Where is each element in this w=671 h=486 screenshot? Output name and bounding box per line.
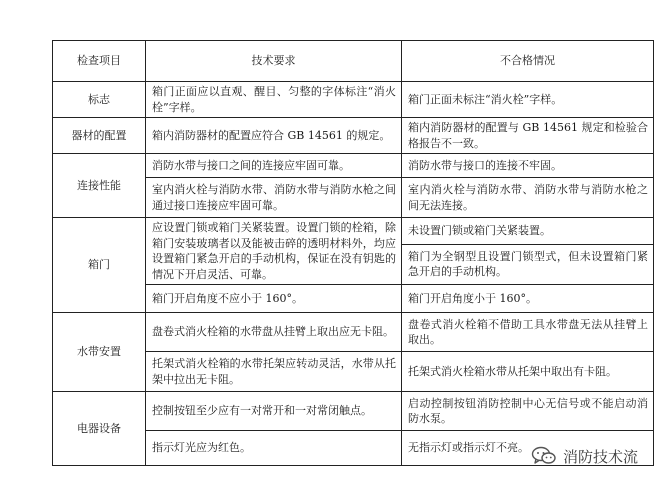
table-header-row bbox=[53, 41, 654, 82]
category-cell: 箱门 bbox=[53, 218, 146, 313]
table-row bbox=[53, 82, 654, 118]
nonconformity-cell: 箱内消防器材的配置与 GB 14561 规定和检验合格报告不一致。 bbox=[402, 118, 654, 154]
requirement-cell: 控制按钮至少应有一对常开和一对常闭触点。 bbox=[146, 392, 402, 431]
table-row bbox=[53, 154, 654, 178]
requirement-cell: 箱门正面应以直观、醒目、匀整的字体标注“消火栓”字样。 bbox=[146, 82, 402, 118]
category-cell: 电器设备 bbox=[53, 392, 146, 466]
header-tech-requirement: 技术要求 bbox=[146, 41, 402, 82]
table-row bbox=[53, 392, 654, 431]
requirement-cell: 盘卷式消火栓箱的水带盘从挂臂上取出应无卡阻。 bbox=[146, 313, 402, 352]
nonconformity-cell: 托架式消火栓箱水带从托架中取出有卡阻。 bbox=[402, 352, 654, 392]
requirement-cell: 室内消火栓与消防水带、消防水带与消防水枪之间通过接口连接应牢固可靠。 bbox=[146, 178, 402, 218]
nonconformity-cell: 箱门正面未标注“消火栓”字样。 bbox=[402, 82, 654, 118]
category-cell: 器材的配置 bbox=[53, 118, 146, 154]
table-row bbox=[53, 218, 654, 245]
table-row bbox=[53, 313, 654, 352]
header-check-item: 检查项目 bbox=[53, 41, 146, 82]
watermark-text: 消防技术流 bbox=[563, 447, 639, 466]
watermark bbox=[531, 444, 638, 468]
requirement-cell: 托架式消火栓箱的水带托架应转动灵活，水带从托架中拉出无卡阻。 bbox=[146, 352, 402, 392]
requirement-cell: 消防水带与接口之间的连接应牢固可靠。 bbox=[146, 154, 402, 178]
wechat-bubble-icon bbox=[531, 446, 557, 466]
nonconformity-cell: 室内消火栓与消防水带、消防水带与消防水枪之间无法连接。 bbox=[402, 178, 654, 218]
nonconformity-cell: 箱门开启角度小于 160°。 bbox=[402, 285, 654, 313]
requirement-cell: 指示灯光应为红色。 bbox=[146, 431, 402, 466]
requirement-cell: 应设置门锁或箱门关紧装置。设置门锁的栓箱，除箱门安装玻璃者以及能被击碎的透明材料外，均应设置箱门紧急开启的手动机构，保证在没有钥匙的情况下开启灵活、可靠。 bbox=[146, 218, 402, 285]
category-cell: 连接性能 bbox=[53, 154, 146, 218]
nonconformity-cell: 无指示灯或指示灯不亮。 bbox=[402, 431, 654, 466]
nonconformity-cell: 消防水带与接口的连接不牢固。 bbox=[402, 154, 654, 178]
inspection-table bbox=[52, 40, 654, 466]
nonconformity-cell: 启动控制按钮消防控制中心无信号或不能启动消防水泵。 bbox=[402, 392, 654, 431]
header-nonconformity: 不合格情况 bbox=[402, 41, 654, 82]
requirement-cell: 箱内消防器材的配置应符合 GB 14561 的规定。 bbox=[146, 118, 402, 154]
category-cell: 水带安置 bbox=[53, 313, 146, 392]
nonconformity-cell: 箱门为全钢型且设置门锁型式，但未设置箱门紧急开启的手动机构。 bbox=[402, 244, 654, 284]
requirement-cell: 箱门开启角度不应小于 160°。 bbox=[146, 285, 402, 313]
category-cell: 标志 bbox=[53, 82, 146, 118]
nonconformity-cell: 盘卷式消火栓箱不借助工具水带盘无法从挂臂上取出。 bbox=[402, 313, 654, 352]
nonconformity-cell: 未设置门锁或箱门关紧装置。 bbox=[402, 218, 654, 245]
table-row bbox=[53, 118, 654, 154]
